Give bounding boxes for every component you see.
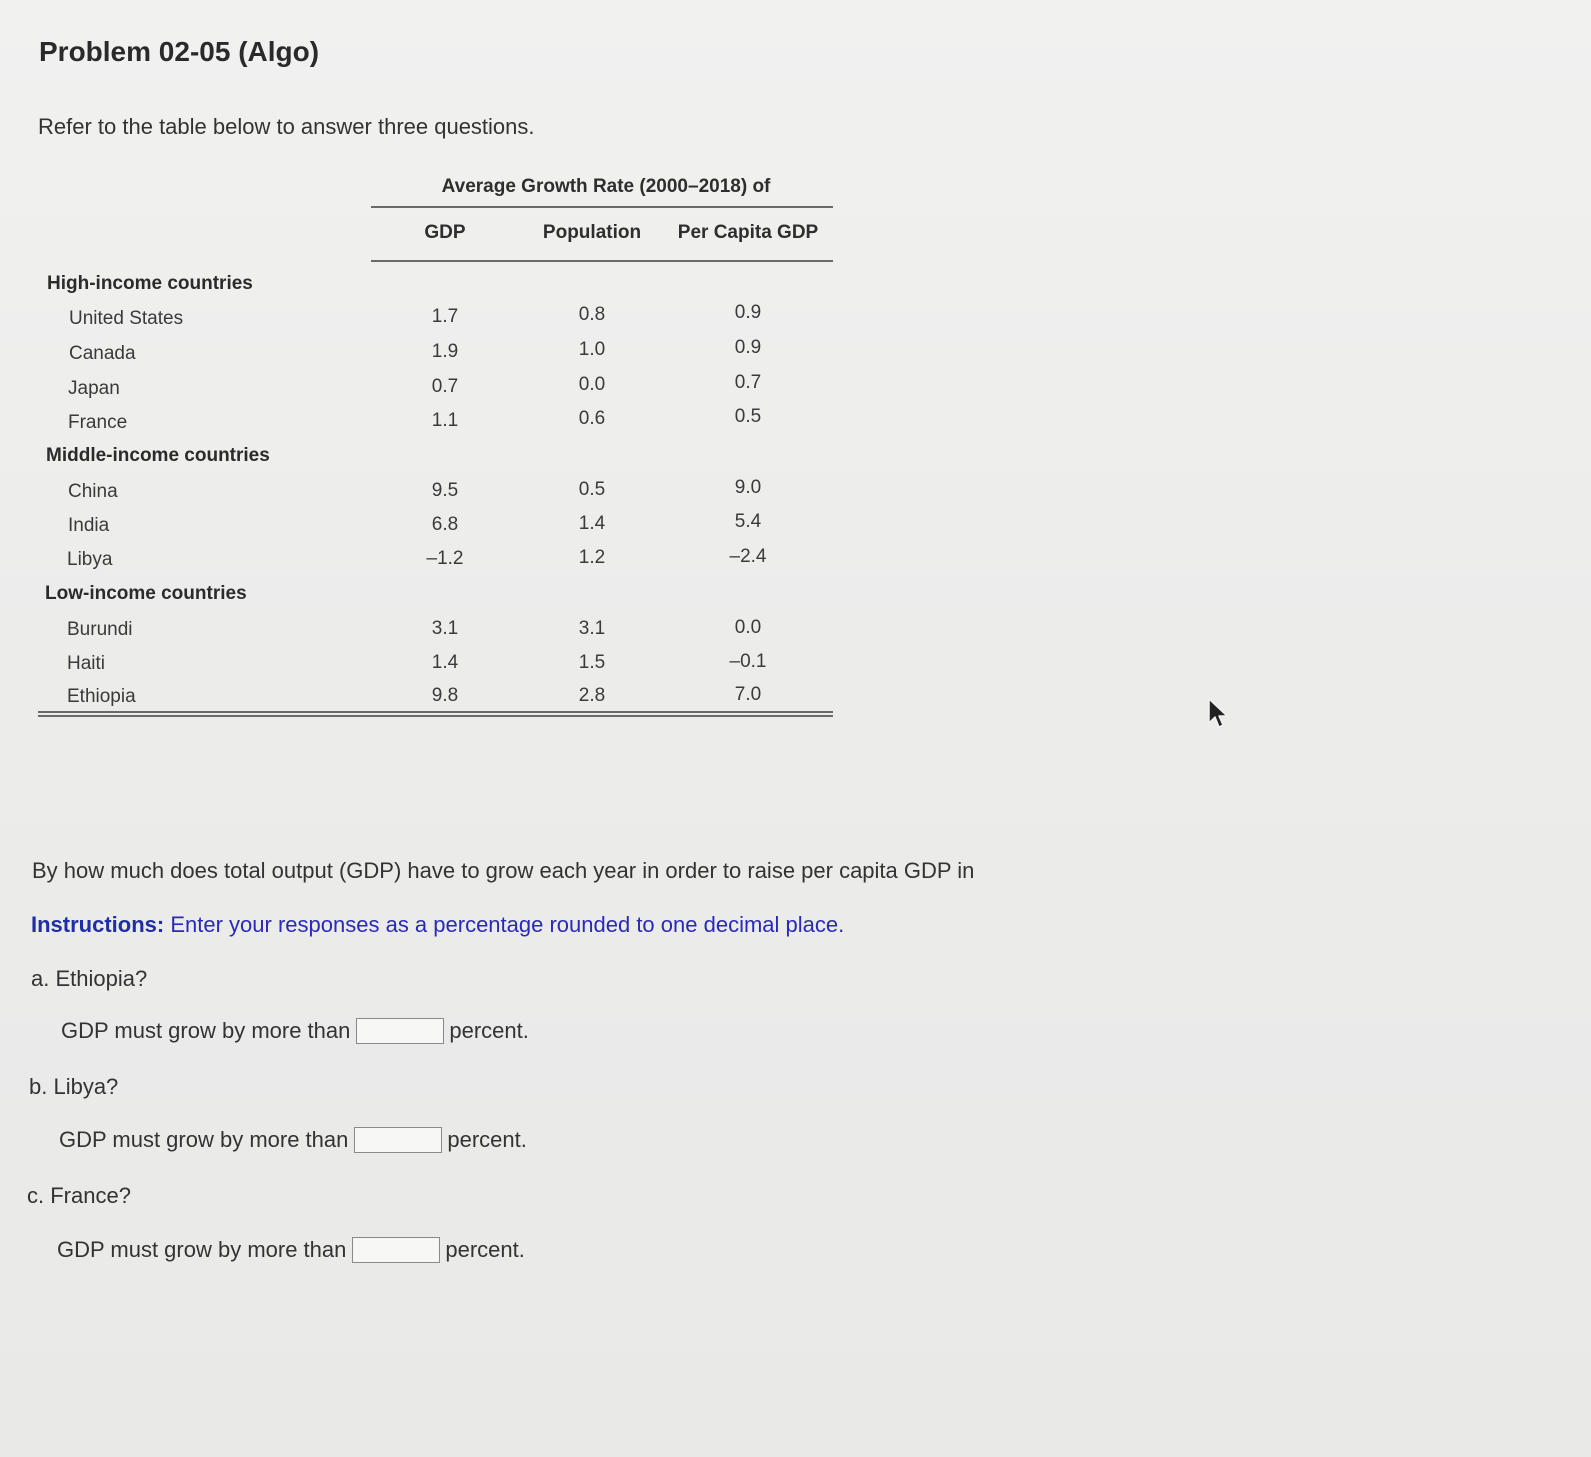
column-header-population: Population <box>542 222 642 243</box>
cell-libya-gdp: –1.2 <box>426 548 464 569</box>
column-header-per-capita-gdp: Per Capita GDP <box>677 222 819 243</box>
cell-china-gdp: 9.5 <box>431 480 459 501</box>
instructions-label: Instructions: <box>31 912 165 937</box>
part-b-answer-row <box>59 1127 527 1153</box>
part-c-answer-row <box>57 1237 525 1263</box>
question-text: By how much does total output (GDP) have to grow each year in order to raise per capita GDP in <box>32 858 975 883</box>
instructions-body: Enter your responses as a percentage rounded to one decimal place. <box>170 912 845 937</box>
page-title: Problem 02-05 (Algo) <box>39 36 320 67</box>
cell-india-population: 1.4 <box>578 513 606 534</box>
header-rule-top <box>371 206 833 208</box>
intro-text: Refer to the table below to answer three questions. <box>38 114 535 139</box>
cell-united-states-population: 0.8 <box>578 304 606 325</box>
cell-india-gdp: 6.8 <box>431 514 459 535</box>
mouse-pointer-icon <box>1207 698 1229 730</box>
cell-burundi-per-capita: 0.0 <box>734 617 762 638</box>
growth-rate-table <box>38 170 848 730</box>
cell-libya-population: 1.2 <box>578 547 606 568</box>
cell-united-states-gdp: 1.7 <box>431 306 459 327</box>
cell-haiti-gdp: 1.4 <box>431 652 459 673</box>
cell-france-gdp: 1.1 <box>431 410 459 431</box>
row-label-burundi: Burundi <box>67 619 133 640</box>
table-span-header: Average Growth Rate (2000–2018) of <box>441 176 771 197</box>
cell-burundi-population: 3.1 <box>578 618 606 639</box>
row-label-united-states: United States <box>69 308 184 329</box>
instructions-text <box>31 912 844 938</box>
part-a-answer-row <box>61 1018 529 1044</box>
cell-japan-population: 0.0 <box>578 374 606 395</box>
row-label-india: India <box>68 515 110 536</box>
part-b-answer-input[interactable] <box>354 1127 442 1153</box>
cell-india-per-capita: 5.4 <box>734 511 762 532</box>
part-b-prompt: GDP must grow by more than <box>59 1127 349 1152</box>
cell-japan-per-capita: 0.7 <box>734 372 762 393</box>
cell-ethiopia-population: 2.8 <box>578 685 606 706</box>
group-label-middle-income: Middle-income countries <box>46 445 270 466</box>
part-c-answer-input[interactable] <box>352 1237 440 1263</box>
row-label-france: France <box>68 412 128 433</box>
cell-france-per-capita: 0.5 <box>734 406 762 427</box>
part-a-prompt: GDP must grow by more than <box>61 1018 351 1043</box>
cell-canada-gdp: 1.9 <box>431 341 459 362</box>
part-b-label: b. Libya? <box>29 1074 119 1099</box>
cell-haiti-per-capita: –0.1 <box>729 651 767 672</box>
cell-china-population: 0.5 <box>578 479 606 500</box>
cell-burundi-gdp: 3.1 <box>431 618 459 639</box>
cell-canada-population: 1.0 <box>578 339 606 360</box>
cell-france-population: 0.6 <box>578 408 606 429</box>
cell-china-per-capita: 9.0 <box>734 477 762 498</box>
row-label-china: China <box>68 481 118 502</box>
group-label-high-income: High-income countries <box>47 273 253 294</box>
part-a-answer-input[interactable] <box>356 1018 444 1044</box>
row-label-haiti: Haiti <box>67 653 106 674</box>
part-c-suffix: percent. <box>445 1237 525 1262</box>
cell-haiti-population: 1.5 <box>578 652 606 673</box>
row-label-japan: Japan <box>68 378 120 399</box>
part-b-suffix: percent. <box>447 1127 527 1152</box>
row-label-ethiopia: Ethiopia <box>67 686 136 707</box>
cell-united-states-per-capita: 0.9 <box>734 302 762 323</box>
row-label-libya: Libya <box>67 549 113 570</box>
part-a-label: a. Ethiopia? <box>31 966 148 991</box>
group-label-low-income: Low-income countries <box>45 583 247 604</box>
part-c-prompt: GDP must grow by more than <box>57 1237 347 1262</box>
row-label-canada: Canada <box>69 343 136 364</box>
cell-libya-per-capita: –2.4 <box>729 546 767 567</box>
table-bottom-rule-1 <box>38 711 833 713</box>
part-a-suffix: percent. <box>449 1018 529 1043</box>
header-rule-bottom <box>371 260 833 262</box>
cell-ethiopia-gdp: 9.8 <box>431 685 459 706</box>
table-bottom-rule-2 <box>38 715 833 717</box>
part-c-label: c. France? <box>27 1183 131 1208</box>
cell-ethiopia-per-capita: 7.0 <box>734 684 762 705</box>
column-header-gdp: GDP <box>424 222 466 243</box>
cell-japan-gdp: 0.7 <box>431 376 459 397</box>
cell-canada-per-capita: 0.9 <box>734 337 762 358</box>
